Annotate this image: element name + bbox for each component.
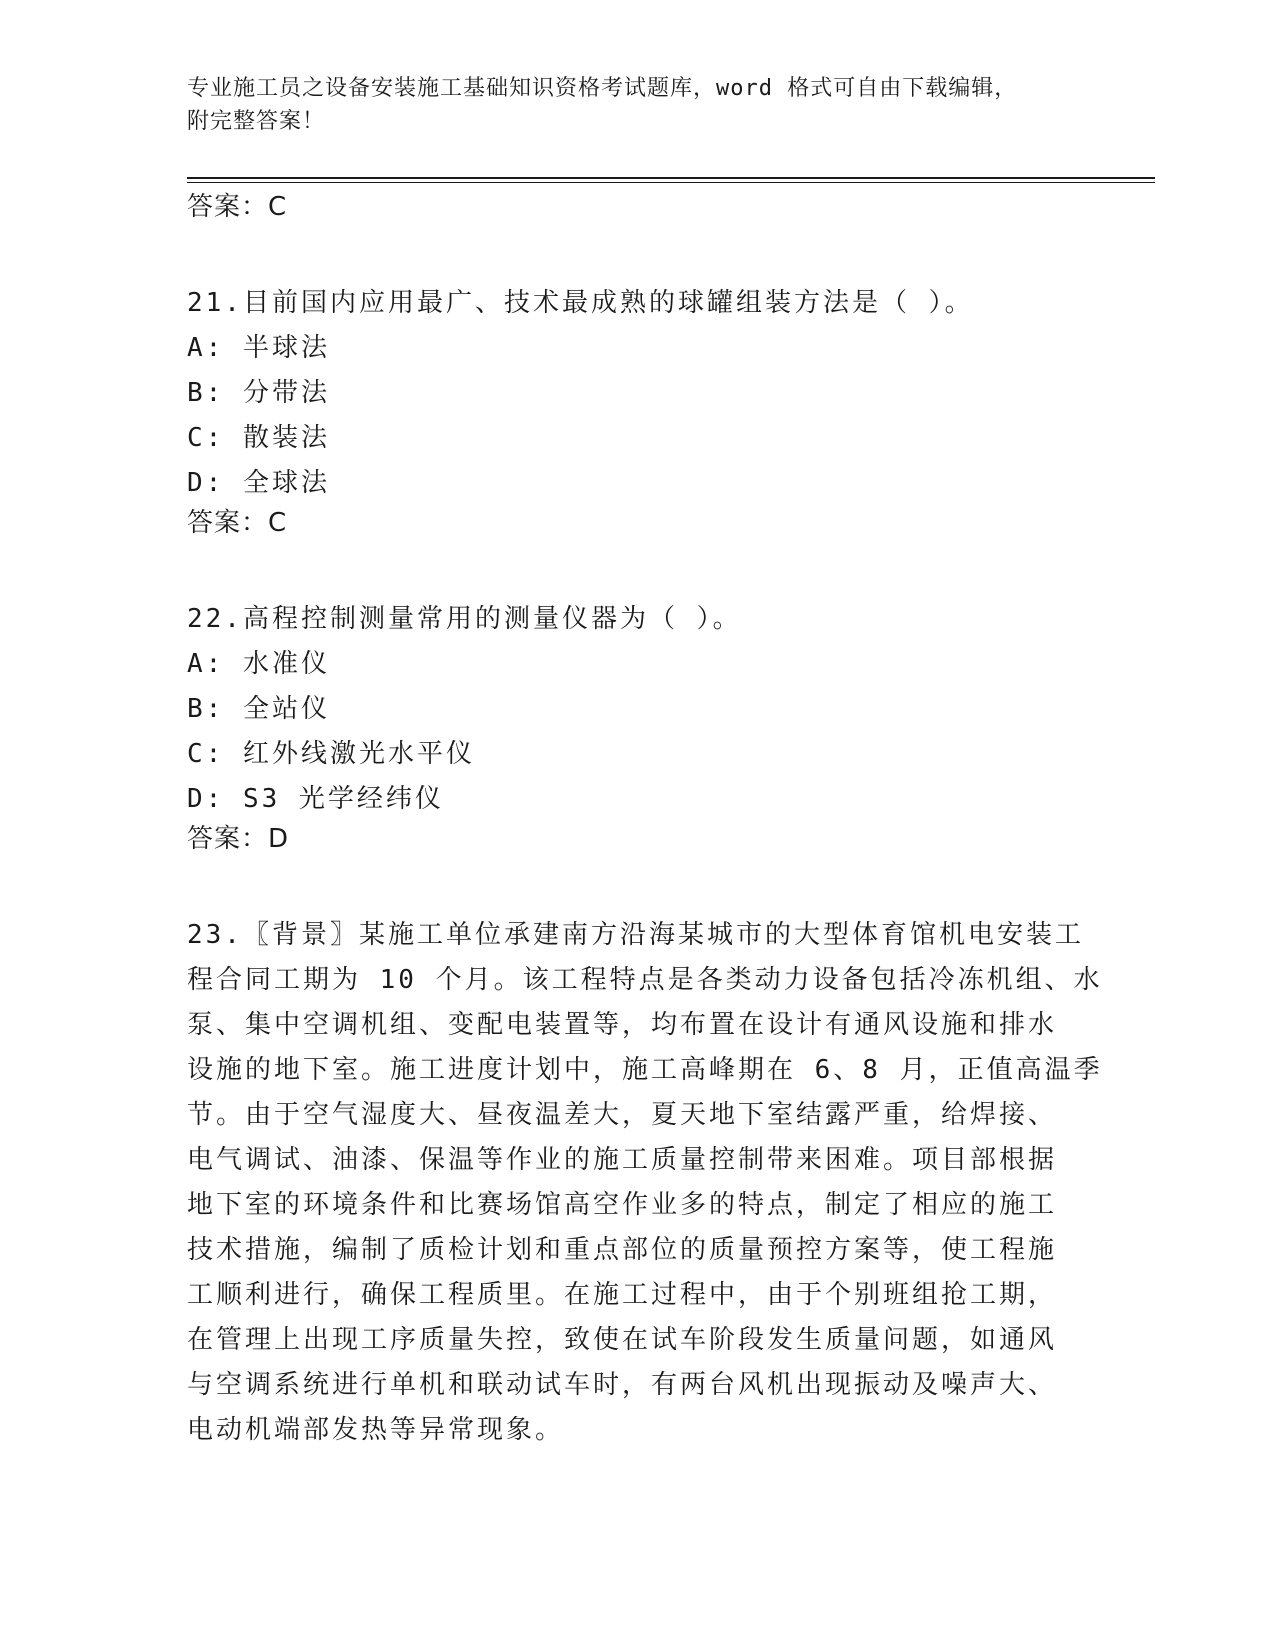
- paragraph-line: 电气调试、油漆、保温等作业的施工质量控制带来困难。项目部根据: [187, 1145, 1058, 1175]
- answer: 答案：C: [187, 508, 288, 538]
- header-line-1: 专业施工员之设备安装施工基础知识资格考试题库，word 格式可自由下载编辑，: [187, 76, 1018, 101]
- question-text: 21.目前国内应用最广、技术最成熟的球罐组装方法是（ ）。: [187, 288, 974, 318]
- header-divider-thick: [187, 177, 1155, 179]
- option-a: A: 半球法: [187, 333, 330, 363]
- paragraph-line: 在管理上出现工序质量失控，致使在试车阶段发生质量问题，如通风: [187, 1325, 1058, 1355]
- paragraph-line: 技术措施，编制了质检计划和重点部位的质量预控方案等，使工程施: [187, 1235, 1058, 1265]
- paragraph-line: 工顺利进行，确保工程质里。在施工过程中，由于个别班组抢工期，: [187, 1280, 1058, 1310]
- option-b: B: 全站仪: [187, 694, 330, 724]
- question-22: [187, 597, 1067, 867]
- option-a: A: 水准仪: [187, 649, 330, 679]
- spacer: [187, 235, 1067, 281]
- header-divider-thin: [187, 182, 1155, 183]
- spacer: [187, 867, 1067, 913]
- paragraph-line: 泵、集中空调机组、变配电装置等，均布置在设计有通风设施和排水: [187, 1010, 1058, 1040]
- paragraph-line: 程合同工期为 10 个月。该工程特点是各类动力设备包括冷冻机组、水: [187, 965, 1103, 995]
- option-c: C: 散装法: [187, 423, 330, 453]
- answer-previous: 答案：C: [187, 192, 288, 222]
- question-21: [187, 281, 1067, 551]
- paragraph-line: 23.〖背景〗某施工单位承建南方沿海某城市的大型体育馆机电安装工: [187, 920, 1084, 950]
- document-header: [187, 72, 1067, 138]
- paragraph-line: 与空调系统进行单机和联动试车时，有两台风机出现振动及噪声大、: [187, 1370, 1058, 1400]
- paragraph-line: 地下室的环境条件和比赛场馆高空作业多的特点，制定了相应的施工: [187, 1190, 1058, 1220]
- answer: 答案：D: [187, 824, 290, 854]
- paragraph-line: 节。由于空气湿度大、昼夜温差大，夏天地下室结露严重，给焊接、: [187, 1100, 1058, 1130]
- question-text: 22.高程控制测量常用的测量仪器为（ ）。: [187, 604, 742, 634]
- option-b: B: 分带法: [187, 378, 330, 408]
- spacer: [187, 551, 1067, 597]
- document-body: [187, 190, 1103, 1453]
- option-d: D: 全球法: [187, 468, 330, 498]
- option-d: D: S3 光学经纬仪: [187, 784, 444, 814]
- question-23: [187, 913, 1103, 1453]
- option-c: C: 红外线激光水平仪: [187, 739, 475, 769]
- paragraph-line: 设施的地下室。施工进度计划中，施工高峰期在 6、8 月，正值高温季: [187, 1055, 1103, 1085]
- header-line-2: 附完整答案！: [187, 109, 326, 134]
- paragraph-line: 电动机端部发热等异常现象。: [187, 1415, 565, 1445]
